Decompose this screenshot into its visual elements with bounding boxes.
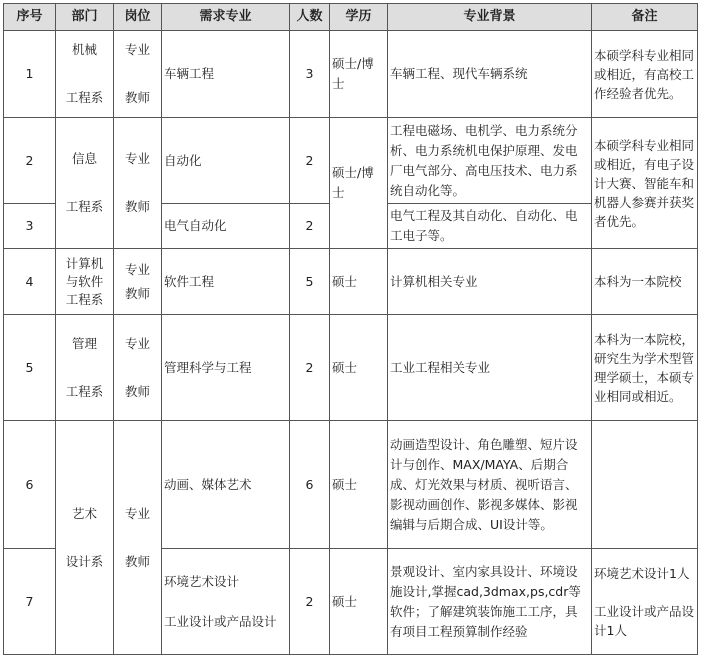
row-note: 本科为一本院校 [592,249,698,315]
row-background: 景观设计、室内家具设计、环境设施设计,掌握cad,3dmax,ps,cdr等软件；了解建筑装饰施工工序，具有项目工程预算制作经验 [388,549,592,655]
table-row [4,249,698,315]
header-no: 序号 [4,4,56,31]
dept-line: 计算机 [65,255,104,271]
header-count: 人数 [290,4,330,31]
row-major [162,549,290,655]
major-line: 工业设计或产品设计 [164,613,277,629]
table-row [4,315,698,421]
dept-line: 设计系 [65,553,104,569]
row-edu: 硕士 [330,421,388,549]
row-count: 2 [290,315,330,421]
header-row [4,4,698,31]
table-row [4,31,698,118]
row-count: 5 [290,249,330,315]
post-line: 专业 [124,261,150,277]
row-no: 1 [4,31,56,118]
row-post [114,31,162,118]
header-edu: 学历 [330,4,388,31]
major-line: 环境艺术设计 [164,573,240,589]
note-line: 工业设计或产品设计1人 [594,603,695,638]
row-no: 2 [4,118,56,204]
row-background: 电气工程及其自动化、自动化、电工电子等。 [388,204,592,249]
row-edu: 硕士 [330,249,388,315]
dept-line: 工程系 [65,291,104,307]
table-row [4,421,698,549]
post-line: 专业 [124,505,150,521]
post-line: 教师 [124,199,150,214]
row-no: 7 [4,549,56,655]
row-dept [56,315,114,421]
note-line: 环境艺术设计1人 [594,565,690,581]
dept-line: 机械 [71,42,97,57]
header-post: 岗位 [114,4,162,31]
row-background: 动画造型设计、角色雕塑、短片设计与创作、MAX/MAYA、后期合成、灯光效果与材质、视听语言、影视动画创作、影视多媒体、影视编辑与后期合成、UI设计等。 [388,421,592,549]
row-dept [56,31,114,118]
row-post [114,421,162,655]
row-dept [56,118,114,249]
dept-line: 管理 [71,335,97,351]
row-dept [56,249,114,315]
row-edu: 硕士 [330,315,388,421]
row-no: 6 [4,421,56,549]
dept-line: 信息 [71,151,97,166]
post-line: 专业 [124,42,150,57]
post-line: 教师 [124,285,150,301]
header-major: 需求专业 [162,4,290,31]
row-no: 4 [4,249,56,315]
row-note: 本科为一本院校，研究生为学术型管理学硕士，本硕专业相同或相近。 [592,315,698,421]
row-dept [56,421,114,655]
row-background: 车辆工程、现代车辆系统 [388,31,592,118]
row-no: 5 [4,315,56,421]
row-background: 计算机相关专业 [388,249,592,315]
dept-line: 艺术 [71,505,97,521]
row-edu: 硕士 [330,549,388,655]
row-major: 电气自动化 [162,204,290,249]
dept-line: 与软件 [65,273,104,289]
row-major: 自动化 [162,118,290,204]
row-note [592,549,698,655]
row-major: 动画、媒体艺术 [162,421,290,549]
dept-line: 工程系 [65,90,104,105]
recruitment-table [3,3,698,655]
row-major: 管理科学与工程 [162,315,290,421]
row-post [114,249,162,315]
row-note: 本硕学科专业相同或相近，有电子设计大赛、智能车和机器人参赛并获奖者优先。 [592,118,698,249]
dept-line: 工程系 [65,383,104,399]
row-count: 2 [290,204,330,249]
header-dept: 部门 [56,4,114,31]
row-edu: 硕士/博士 [330,31,388,118]
row-major: 车辆工程 [162,31,290,118]
row-edu: 硕士/博士 [330,118,388,249]
dept-line: 工程系 [65,199,104,214]
row-count: 2 [290,118,330,204]
row-background: 工程电磁场、电机学、电力系统分析、电力系统机电保护原理、发电厂电气部分、高电压技术、电力系统自动化等。 [388,118,592,204]
post-line: 教师 [124,553,150,569]
row-count: 6 [290,421,330,549]
row-count: 2 [290,549,330,655]
header-note: 备注 [592,4,698,31]
row-post [114,315,162,421]
row-major: 软件工程 [162,249,290,315]
post-line: 教师 [124,90,150,105]
row-no: 3 [4,204,56,249]
post-line: 专业 [124,151,150,166]
row-background: 工业工程相关专业 [388,315,592,421]
post-line: 教师 [124,383,150,399]
table-row [4,118,698,204]
post-line: 专业 [124,335,150,351]
row-post [114,118,162,249]
row-count: 3 [290,31,330,118]
row-note [592,421,698,549]
header-background: 专业背景 [388,4,592,31]
row-note: 本硕学科专业相同或相近，有高校工作经验者优先。 [592,31,698,118]
